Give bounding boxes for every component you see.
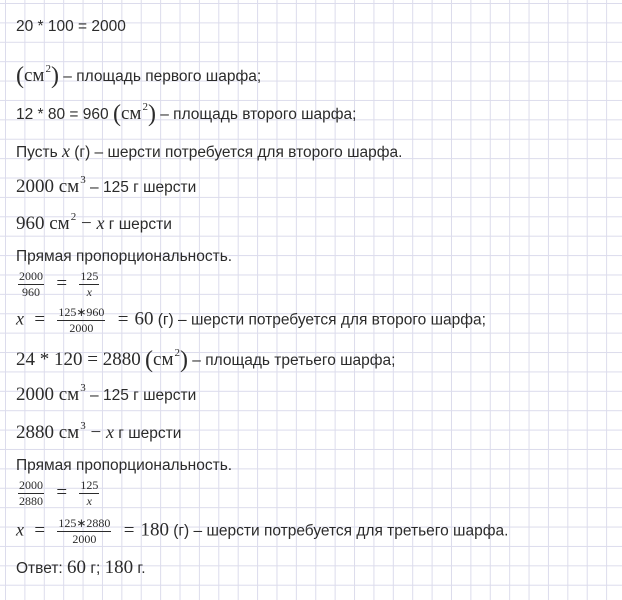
line-text: г шерсти (113, 425, 182, 442)
superscript: 2 (174, 347, 180, 359)
fraction (57, 306, 105, 335)
line-proportion-b (16, 213, 172, 236)
fraction-numerator: 2000 (19, 478, 43, 492)
superscript: 2 (70, 211, 77, 223)
superscript: 2 (45, 63, 51, 75)
line-text: Прямая пропорциональность. (16, 248, 233, 265)
line-text: (г) – шерсти потребуется для второго шарфа; (153, 311, 486, 329)
superscript: 3 (80, 174, 86, 186)
fraction-denominator: 960 (22, 285, 40, 299)
fraction-numerator: 125 (80, 269, 99, 283)
line-rectangle-area-1 (16, 17, 126, 37)
line-proportion-equation-1 (16, 270, 101, 299)
result-value: 60 (134, 308, 154, 330)
equals-sign: = (34, 308, 46, 330)
superscript: 3 (80, 420, 86, 432)
answer-value-2: 180 (104, 557, 134, 578)
fraction-denominator: x (86, 494, 92, 508)
variable-x: x (16, 308, 24, 329)
equals-sign: = (56, 272, 68, 294)
variable-x: x (61, 141, 70, 161)
line-proportion-d (16, 422, 181, 445)
result-value: 180 (140, 519, 169, 541)
line-text: (г) – шерсти потребуется для третьего шарфа. (168, 522, 509, 540)
equals-sign: = (56, 481, 68, 503)
line-second-scarf-area: 12 * 80 = 960 $(см^2)$ – площадь второго шарфа; (16, 101, 357, 127)
fraction (57, 517, 111, 546)
quantity: 2000 см (16, 384, 80, 405)
unit: см (24, 65, 45, 86)
line-proportion-a (16, 174, 197, 199)
line-text: Прямая пропорциональность. (16, 457, 233, 474)
answer-line (16, 558, 146, 579)
line-direct-proportion-2 (16, 456, 232, 476)
fraction-numerator: 125∗2880 (58, 516, 111, 530)
line-text: – площадь третьего шарфа; (188, 352, 396, 369)
line-proportion-c (16, 382, 197, 407)
fraction-denominator: 2880 (19, 494, 43, 508)
line-first-scarf-area: $(см^2)$ – площадь первого шарфа; (16, 63, 262, 89)
answer-label: Ответ: (16, 560, 68, 577)
line-text: – площадь первого шарфа; (58, 68, 262, 85)
quantity: 2000 см (16, 176, 80, 197)
unit: см (153, 349, 174, 370)
fraction-numerator: 125 (80, 478, 99, 492)
line-solve-x-1 (16, 306, 486, 335)
minus-sign: − (85, 422, 106, 443)
superscript: 2 (142, 101, 148, 113)
equation-text: 24 * 120 = 2880 (16, 349, 141, 370)
variable-x: x (105, 422, 114, 442)
answer-value-1: 60 (67, 557, 87, 578)
variable-x: x (16, 519, 24, 540)
line-text: г шерсти (104, 216, 172, 233)
fraction-numerator: 125∗960 (58, 305, 105, 319)
fraction (79, 270, 99, 299)
fraction-denominator: 2000 (72, 532, 97, 546)
minus-sign: − (76, 213, 97, 234)
fraction (79, 479, 99, 508)
line-text: г; (86, 560, 105, 577)
line-let-x (16, 141, 402, 163)
fraction-numerator: 2000 (19, 269, 43, 283)
line-text: – 125 г шерсти (85, 179, 197, 196)
superscript: 3 (80, 382, 86, 394)
quantity: 2880 см (16, 422, 80, 443)
line-solve-x-2 (16, 517, 508, 546)
fraction-denominator: 2000 (69, 321, 94, 335)
equals-sign: = (117, 308, 129, 330)
line-text: (г) – шерсти потребуется для второго шарфа. (69, 144, 403, 161)
line-text: г. (133, 560, 146, 577)
line-proportion-equation-2 (16, 479, 101, 508)
line-text: – площадь второго шарфа; (155, 106, 357, 123)
line-direct-proportion-1 (16, 247, 232, 267)
line-text: – 125 г шерсти (85, 387, 197, 404)
equation-text: 20 * 100 = 2000 (16, 18, 126, 35)
variable-x: x (96, 213, 105, 233)
line-text: Пусть (16, 144, 62, 161)
line-third-scarf-area: 24 * 120 = 2880 $(см^2)$ – площадь третьего шарфа; (16, 347, 396, 373)
fraction-denominator: x (86, 285, 92, 299)
equation-text: 12 * 80 = 960 (16, 106, 109, 123)
quantity: 960 см (16, 213, 70, 234)
equals-sign: = (34, 519, 46, 541)
unit: см (120, 103, 142, 124)
fraction (18, 479, 44, 508)
fraction (18, 270, 44, 299)
equals-sign: = (123, 519, 135, 541)
